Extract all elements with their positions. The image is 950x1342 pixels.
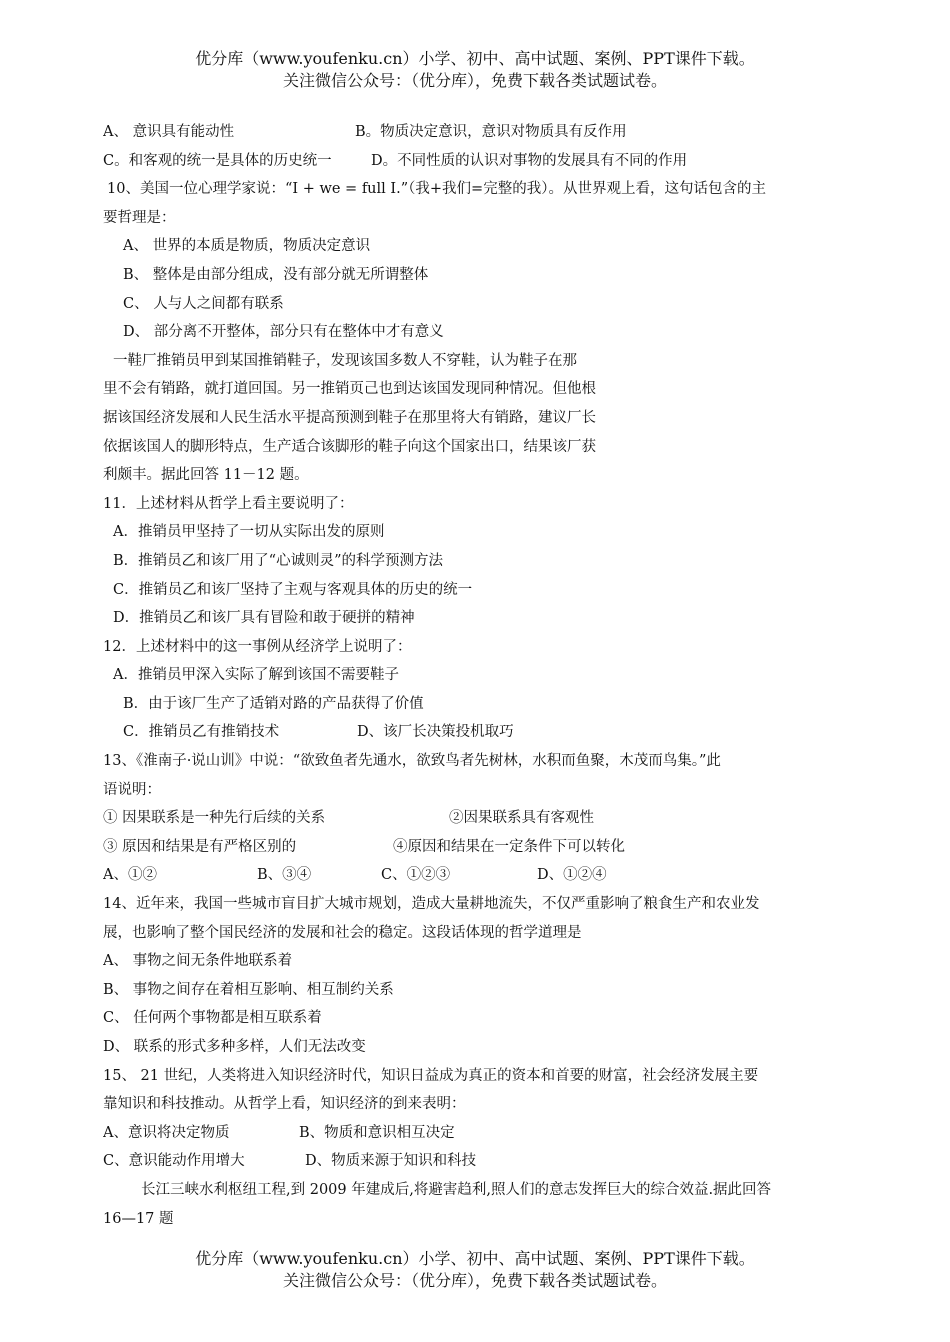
q9-option-c: C。和客观的统一是具体的历史统一: [103, 152, 332, 169]
q14-option-a: A、 事物之间无条件地联系着: [103, 953, 293, 970]
q15-option-c: C、意识能动作用增大: [103, 1153, 245, 1170]
q14-option-b: B、 事物之间存在着相互影响、相互制约关系: [103, 981, 394, 998]
passage-11-line-4: 依据该国人的脚形特点，生产适合该脚形的鞋子向这个国家出口，结果该厂获: [103, 438, 596, 455]
q9-option-d: D。不同性质的认识对事物的发展具有不同的作用: [371, 152, 688, 169]
q10-option-c: C、 人与人之间都有联系: [123, 295, 284, 312]
q15-row-cd: [103, 1147, 848, 1176]
q11-option-b: B．推销员乙和该厂用了“心诚则灵”的科学预测方法: [113, 552, 443, 569]
q14-stem-2: 展，也影响了整个国民经济的发展和社会的稳定。这段话体现的哲学道理是: [103, 924, 582, 941]
q13-option-a: A、①②: [103, 867, 157, 884]
q12-option-d: D、该厂长决策投机取巧: [357, 724, 514, 741]
q12-option-c: C．推销员乙有推销技术: [123, 724, 280, 741]
page-footer: [0, 1248, 950, 1292]
q12-option-b: B．由于该厂生产了适销对路的产品获得了价值: [123, 695, 424, 712]
q11-option-c: C．推销员乙和该厂坚持了主观与客观具体的历史的统一: [113, 581, 473, 598]
q14-stem-1: 14、近年来，我国一些城市盲目扩大城市规划，造成大量耕地流失，不仅严重影响了粮食生产和农业发: [103, 896, 760, 913]
passage-11-line-5: 利颇丰。据此回答 11－12 题。: [103, 467, 309, 484]
passage-11-line-2: 里不会有销路，就打道回国。另一推销页己也到达该国发现同种情况。但他根: [103, 381, 596, 398]
q12-row-cd: [103, 718, 848, 747]
page-header: [0, 48, 950, 92]
q15-option-b: B、物质和意识相互决定: [299, 1124, 455, 1141]
q12-option-a: A．推销员甲深入实际了解到该国不需要鞋子: [113, 667, 399, 684]
q15-stem-2: 靠知识和科技推动。从哲学上看，知识经济的到来表明：: [103, 1096, 466, 1113]
q13-row-34: [103, 833, 848, 862]
q11-option-d: D．推销员乙和该厂具有冒险和敢于硬拼的精神: [113, 610, 415, 627]
q13-option-c: C、①②③: [381, 867, 451, 884]
q15-option-a: A、意识将决定物质: [103, 1124, 230, 1141]
q13-options: [103, 861, 848, 890]
footer-line-2: 关注微信公众号：（优分库），免费下载各类试题试卷。: [282, 1271, 667, 1290]
q10-option-a: A、 世界的本质是物质，物质决定意识: [123, 238, 371, 255]
passage-16-line-1: 长江三峡水利枢纽工程,到 2009 年建成后,将避害趋利,照人们的意志发挥巨大的综合效益.据此回答: [141, 1181, 772, 1198]
passage-16-line-2: 16—17 题: [103, 1210, 174, 1227]
header-line-2: 关注微信公众号：（优分库），免费下载各类试题试卷。: [282, 71, 667, 90]
document-body: [103, 118, 848, 1233]
q11-option-a: A．推销员甲坚持了一切从实际出发的原则: [113, 524, 385, 541]
q10-stem-1: 10、美国一位心理学家说：“I + we = full I.”（我+我们=完整的我）。从世界观上看，这句话包含的主: [107, 181, 766, 198]
q10-option-b: B、 整体是由部分组成，没有部分就无所谓整体: [123, 266, 429, 283]
q15-row-ab: [103, 1119, 848, 1148]
q13-item-1: ① 因果联系是一种先行后续的关系: [103, 810, 326, 827]
q15-option-d: D、物质来源于知识和科技: [305, 1153, 477, 1170]
q13-item-2: ②因果联系具有客观性: [449, 810, 594, 827]
passage-11-line-1: 一鞋厂推销员甲到某国推销鞋子，发现该国多数人不穿鞋，认为鞋子在那: [113, 352, 577, 369]
header-line-1: 优分库（www.youfenku.cn）小学、初中、高中试题、案例、PPT课件下载。: [195, 49, 755, 68]
q15-stem-1: 15、 21 世纪，人类将进入知识经济时代，知识日益成为真正的资本和首要的财富，社会经济发展主要: [103, 1067, 759, 1084]
q13-stem-1: 13、《淮南子·说山训》中说：“欲致鱼者先通水，欲致鸟者先树林，水积而鱼聚，木茂而鸟集。”此: [103, 753, 721, 770]
q9-row-2: [103, 147, 848, 176]
q11-stem: 11．上述材料从哲学上看主要说明了：: [103, 495, 354, 512]
q14-option-d: D、 联系的形式多种多样，人们无法改变: [103, 1039, 366, 1055]
q13-stem-2: 语说明：: [103, 781, 161, 798]
q12-stem: 12．上述材料中的这一事例从经济学上说明了：: [103, 638, 412, 655]
q13-item-3: ③ 原因和结果是有严格区别的: [103, 838, 297, 855]
q13-option-d: D、①②④: [537, 867, 607, 884]
q10-option-d: D、 部分离不开整体，部分只有在整体中才有意义: [123, 324, 444, 341]
q9-option-b: B。物质决定意识，意识对物质具有反作用: [355, 124, 627, 140]
q9-row-1: [103, 118, 848, 147]
passage-11-line-3: 据该国经济发展和人民生活水平提高预测到鞋子在那里将大有销路，建议厂长: [103, 409, 596, 426]
q13-item-4: ④原因和结果在一定条件下可以转化: [393, 838, 625, 855]
footer-line-1: 优分库（www.youfenku.cn）小学、初中、高中试题、案例、PPT课件下载。: [195, 1249, 755, 1268]
q14-option-c: C、 任何两个事物都是相互联系着: [103, 1010, 322, 1027]
q10-stem-2: 要哲理是：: [103, 209, 176, 226]
q13-row-12: [103, 804, 848, 833]
q9-option-a: A、 意识具有能动性: [103, 124, 235, 140]
q13-option-b: B、③④: [257, 867, 312, 884]
